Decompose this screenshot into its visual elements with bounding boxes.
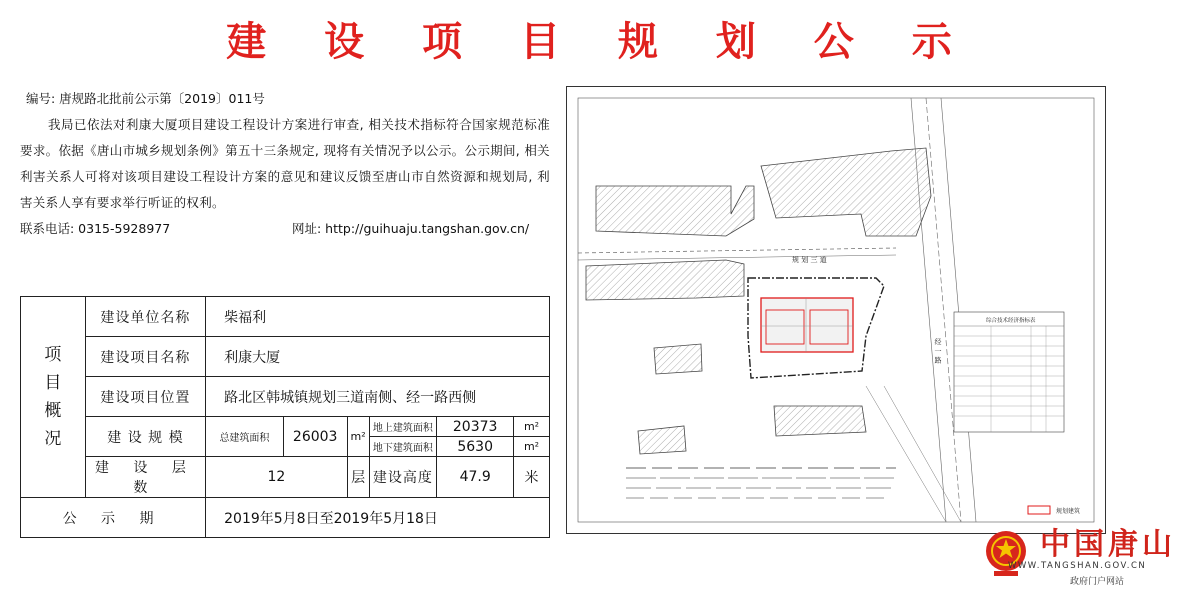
- notice-paragraph: 我局已依法对利康大厦项目建设工程设计方案进行审查, 相关技术指标符合国家规范标准要求。依据《唐山市城乡规划条例》第五十三条规定, 现将有关情况予以公示。公示期间, 相关利害关系人可将对该项目建设工程设计方案的意见和建议反馈至唐山市自然资源和规划局, 利害关系人享有要求举行听证的权利。: [20, 117, 550, 210]
- period-value: 2019年5月8日至2019年5月18日: [206, 498, 550, 538]
- road-label-north: 规 划 三 道: [792, 256, 827, 264]
- height-unit: 米: [514, 457, 550, 498]
- notice-number: 编号: 唐规路北批前公示第〔2019〕011号: [26, 91, 265, 106]
- unit-value: 柴福利: [206, 297, 550, 337]
- scale-label: 建 设 规 模: [85, 417, 205, 457]
- project-summary-table: [20, 296, 550, 538]
- project-name-value: 利康大厦: [206, 337, 550, 377]
- below-area-unit: m²: [514, 437, 550, 457]
- project-name-label: 建设项目名称: [85, 337, 205, 377]
- height-value: 47.9: [437, 457, 514, 498]
- total-area-label: 总建筑面积: [206, 417, 284, 457]
- total-area-value: 26003: [283, 417, 347, 457]
- location-label: 建设项目位置: [85, 377, 205, 417]
- logo-url: WWW.TANGSHAN.GOV.CN: [1008, 561, 1147, 571]
- tangshan-logo[interactable]: [978, 519, 1188, 599]
- floors-value: 12: [206, 457, 347, 498]
- contact-line: [20, 216, 550, 242]
- contact-website: 网址: http://guihuaju.tangshan.gov.cn/: [292, 221, 530, 236]
- floors-label: 建 设 层 数: [85, 457, 205, 498]
- unit-label: 建设单位名称: [85, 297, 205, 337]
- location-value: 路北区韩城镇规划三道南侧、经一路西侧: [206, 377, 550, 417]
- tech-table-caption: 综合技术经济指标表: [986, 318, 1036, 324]
- below-area-label: 地下建筑面积: [369, 437, 437, 457]
- below-area-value: 5630: [437, 437, 514, 457]
- height-label: 建设高度: [369, 457, 437, 498]
- above-area-label: 地上建筑面积: [369, 417, 437, 437]
- project-overview-label: 项 目 概 况: [21, 297, 86, 498]
- site-plan-drawing: [566, 86, 1106, 534]
- floors-unit: 层: [347, 457, 369, 498]
- period-label: 公 示 期: [21, 498, 206, 538]
- above-area-value: 20373: [437, 417, 514, 437]
- logo-name: 中国唐山: [1040, 527, 1176, 562]
- logo-subtitle: 政府门户网站: [1070, 577, 1125, 587]
- page-title: 建 设 项 目 规 划 公 示: [226, 18, 974, 65]
- notice-text: [20, 86, 550, 242]
- tech-index-table: [954, 312, 1064, 432]
- national-emblem-icon: [982, 525, 1030, 581]
- total-area-unit: m²: [347, 417, 369, 457]
- contact-phone: 联系电话: 0315-5928977: [20, 221, 171, 236]
- road-label-east: 经 一 路: [934, 338, 942, 364]
- above-area-unit: m²: [514, 417, 550, 437]
- legend-label: 规划建筑: [1056, 508, 1081, 515]
